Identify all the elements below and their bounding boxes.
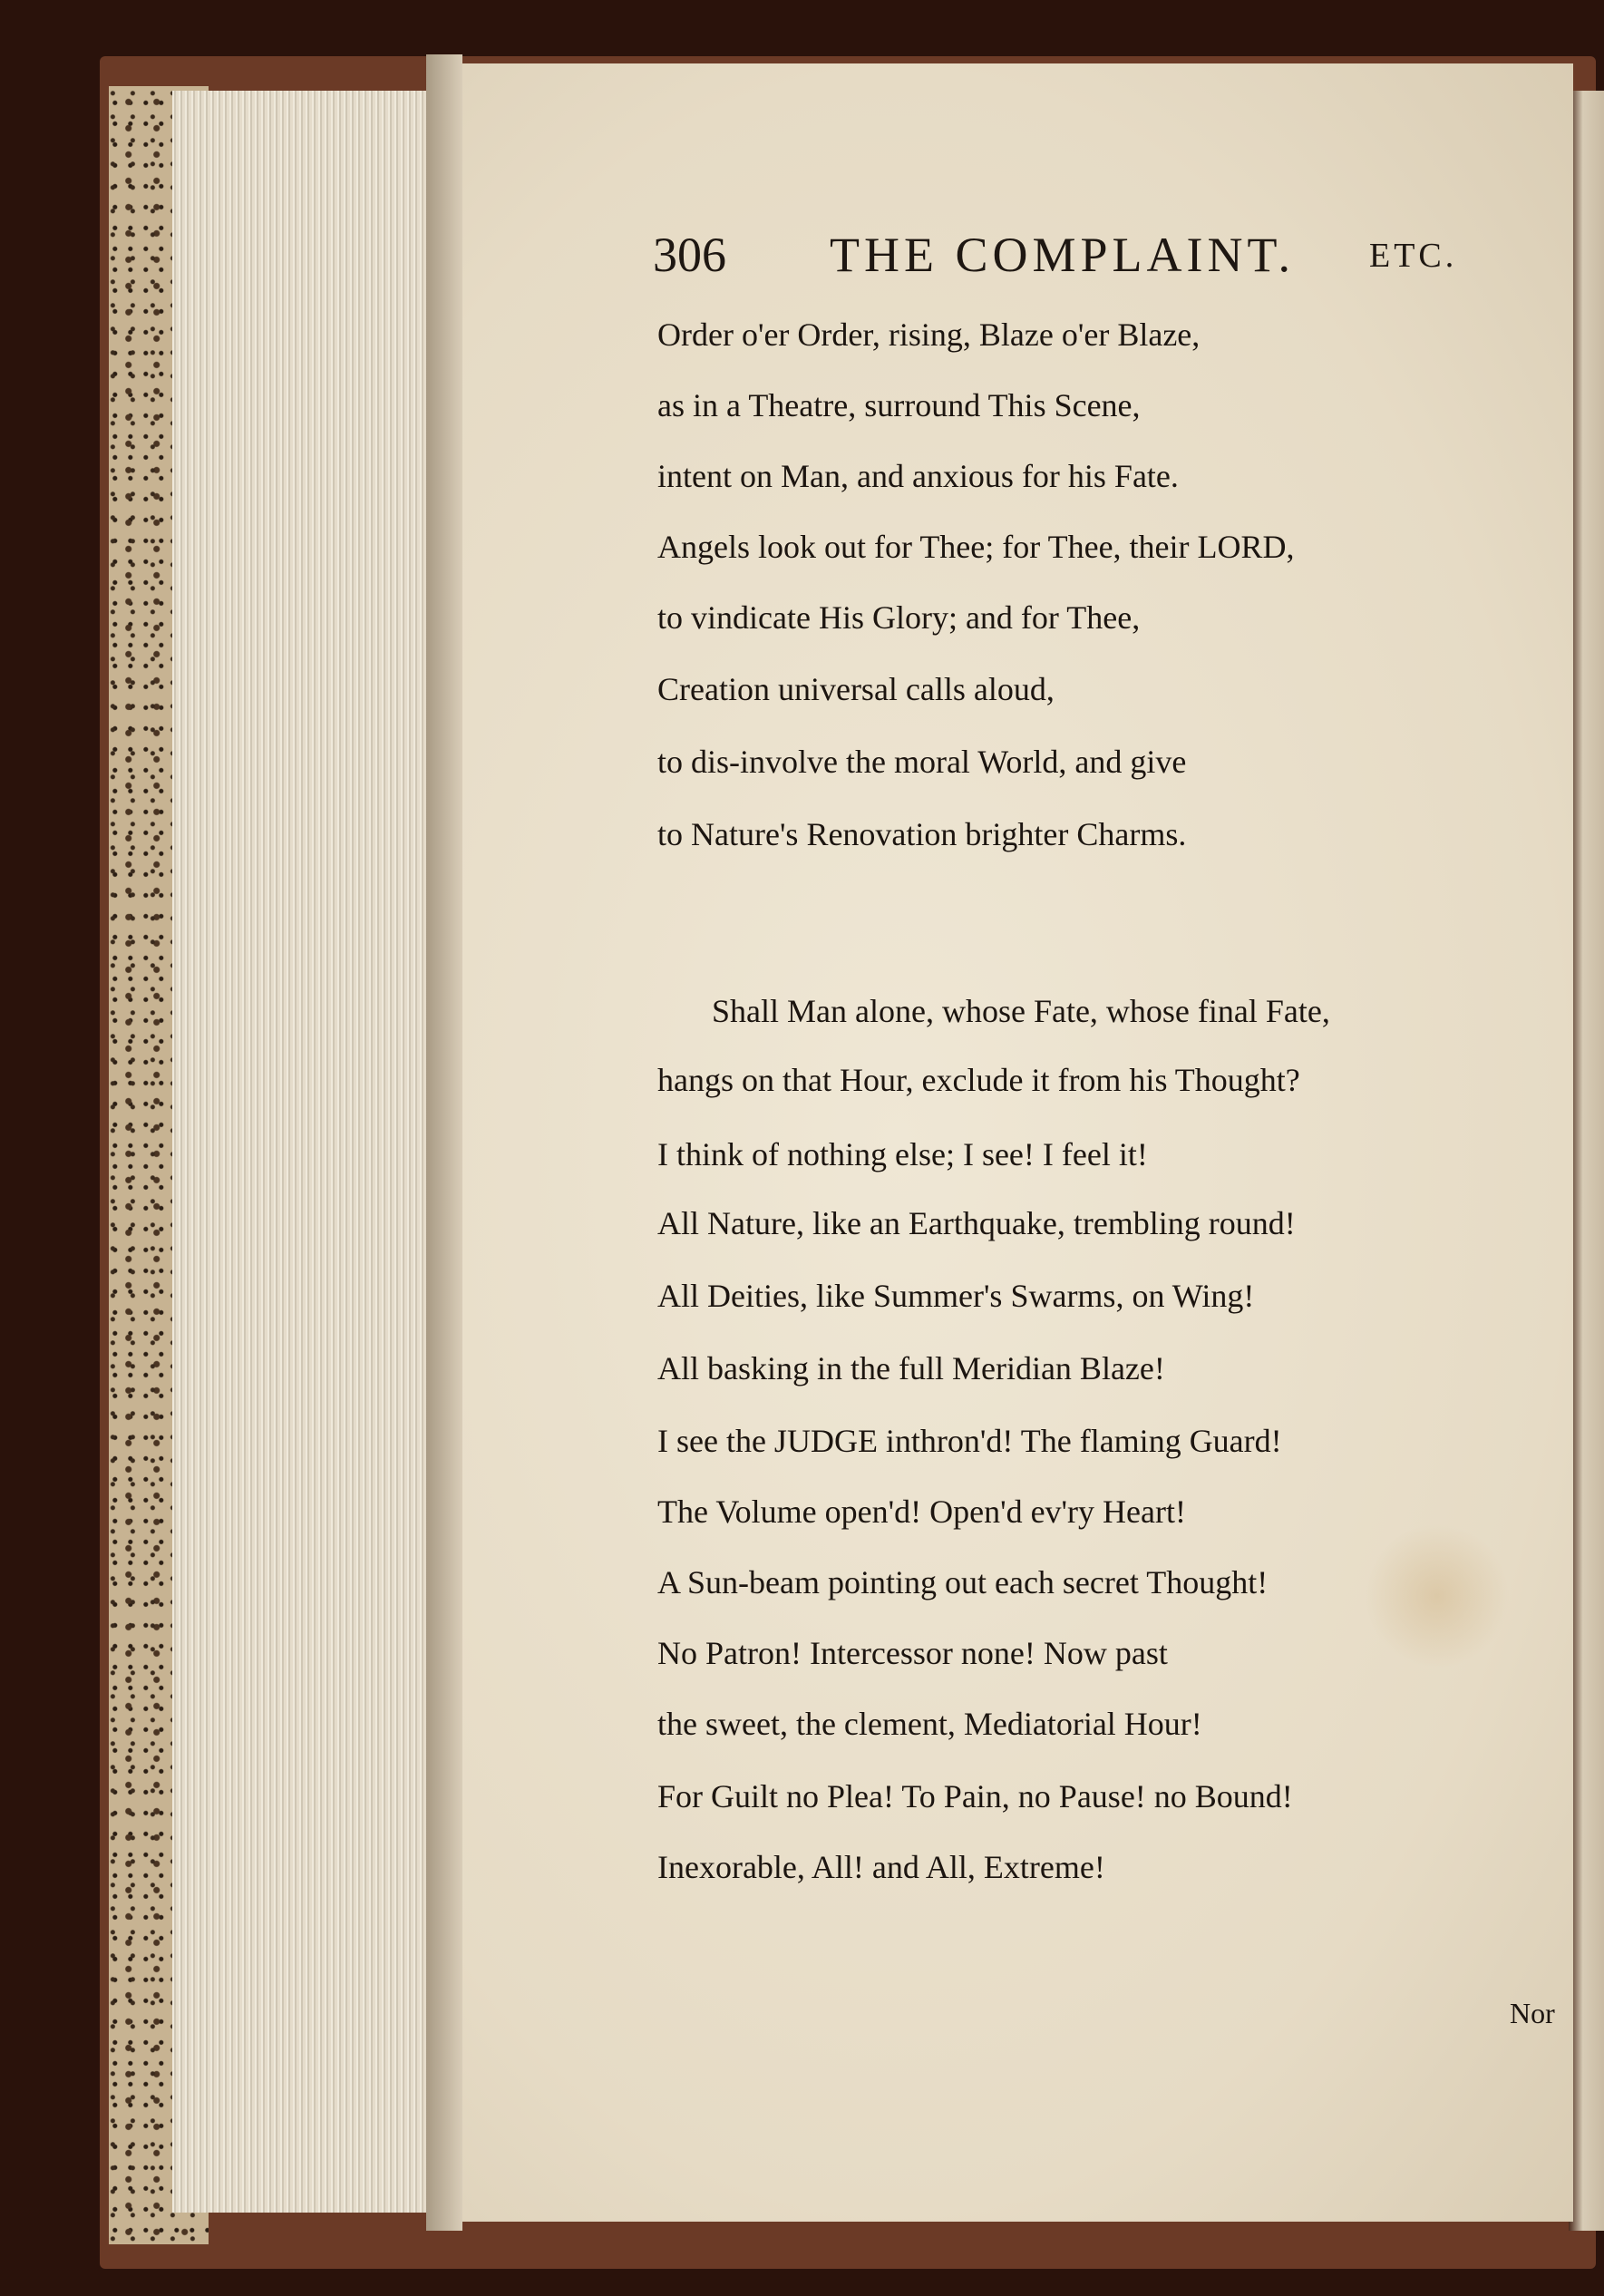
catchword: Nor bbox=[1510, 1997, 1555, 2029]
poem-line: Shall Man alone, whose Fate, whose final Fate, bbox=[712, 993, 1330, 1029]
poem-line: No Patron! Intercessor none! Now past bbox=[657, 1635, 1168, 1671]
poem-line: Inexorable, All! and All, Extreme! bbox=[657, 1849, 1105, 1885]
poem-line: I see the JUDGE inthron'd! The flaming Guard! bbox=[657, 1423, 1282, 1459]
poem-line: to dis-involve the moral World, and give bbox=[657, 744, 1187, 780]
running-title-suffix: ETC. bbox=[1369, 237, 1458, 275]
running-title: THE COMPLAINT. bbox=[830, 228, 1295, 282]
page-gutter bbox=[426, 54, 462, 2231]
poem-line: intent on Man, and anxious for his Fate. bbox=[657, 458, 1179, 494]
poem-line: to vindicate His Glory; and for Thee, bbox=[657, 599, 1141, 636]
running-header bbox=[653, 227, 1469, 299]
poem-line: All basking in the full Meridian Blaze! bbox=[657, 1350, 1165, 1386]
poem-line: Creation universal calls aloud, bbox=[657, 671, 1055, 707]
poem-line: The Volume open'd! Open'd ev'ry Heart! bbox=[657, 1493, 1186, 1530]
facing-page-edge bbox=[1569, 91, 1604, 2231]
poem-line: A Sun-beam pointing out each secret Thought! bbox=[657, 1564, 1269, 1600]
poem-line: hangs on that Hour, exclude it from his Thought? bbox=[657, 1062, 1300, 1098]
poem-line: Angels look out for Thee; for Thee, their LORD, bbox=[657, 529, 1295, 565]
poem-line: Order o'er Order, rising, Blaze o'er Blaze, bbox=[657, 316, 1201, 353]
poem-line: All Deities, like Summer's Swarms, on Wing! bbox=[657, 1278, 1255, 1314]
poem-line: All Nature, like an Earthquake, trembling round! bbox=[657, 1205, 1296, 1241]
poem-line: to Nature's Renovation brighter Charms. bbox=[657, 816, 1187, 852]
page-number: 306 bbox=[653, 228, 726, 282]
poem-line: I think of nothing else; I see! I feel it! bbox=[657, 1136, 1148, 1172]
poem-line: the sweet, the clement, Mediatorial Hour! bbox=[657, 1706, 1202, 1742]
poem-line: For Guilt no Plea! To Pain, no Pause! no Bound! bbox=[657, 1778, 1293, 1814]
page-block-edges bbox=[172, 91, 453, 2213]
poem-line: as in a Theatre, surround This Scene, bbox=[657, 387, 1141, 423]
